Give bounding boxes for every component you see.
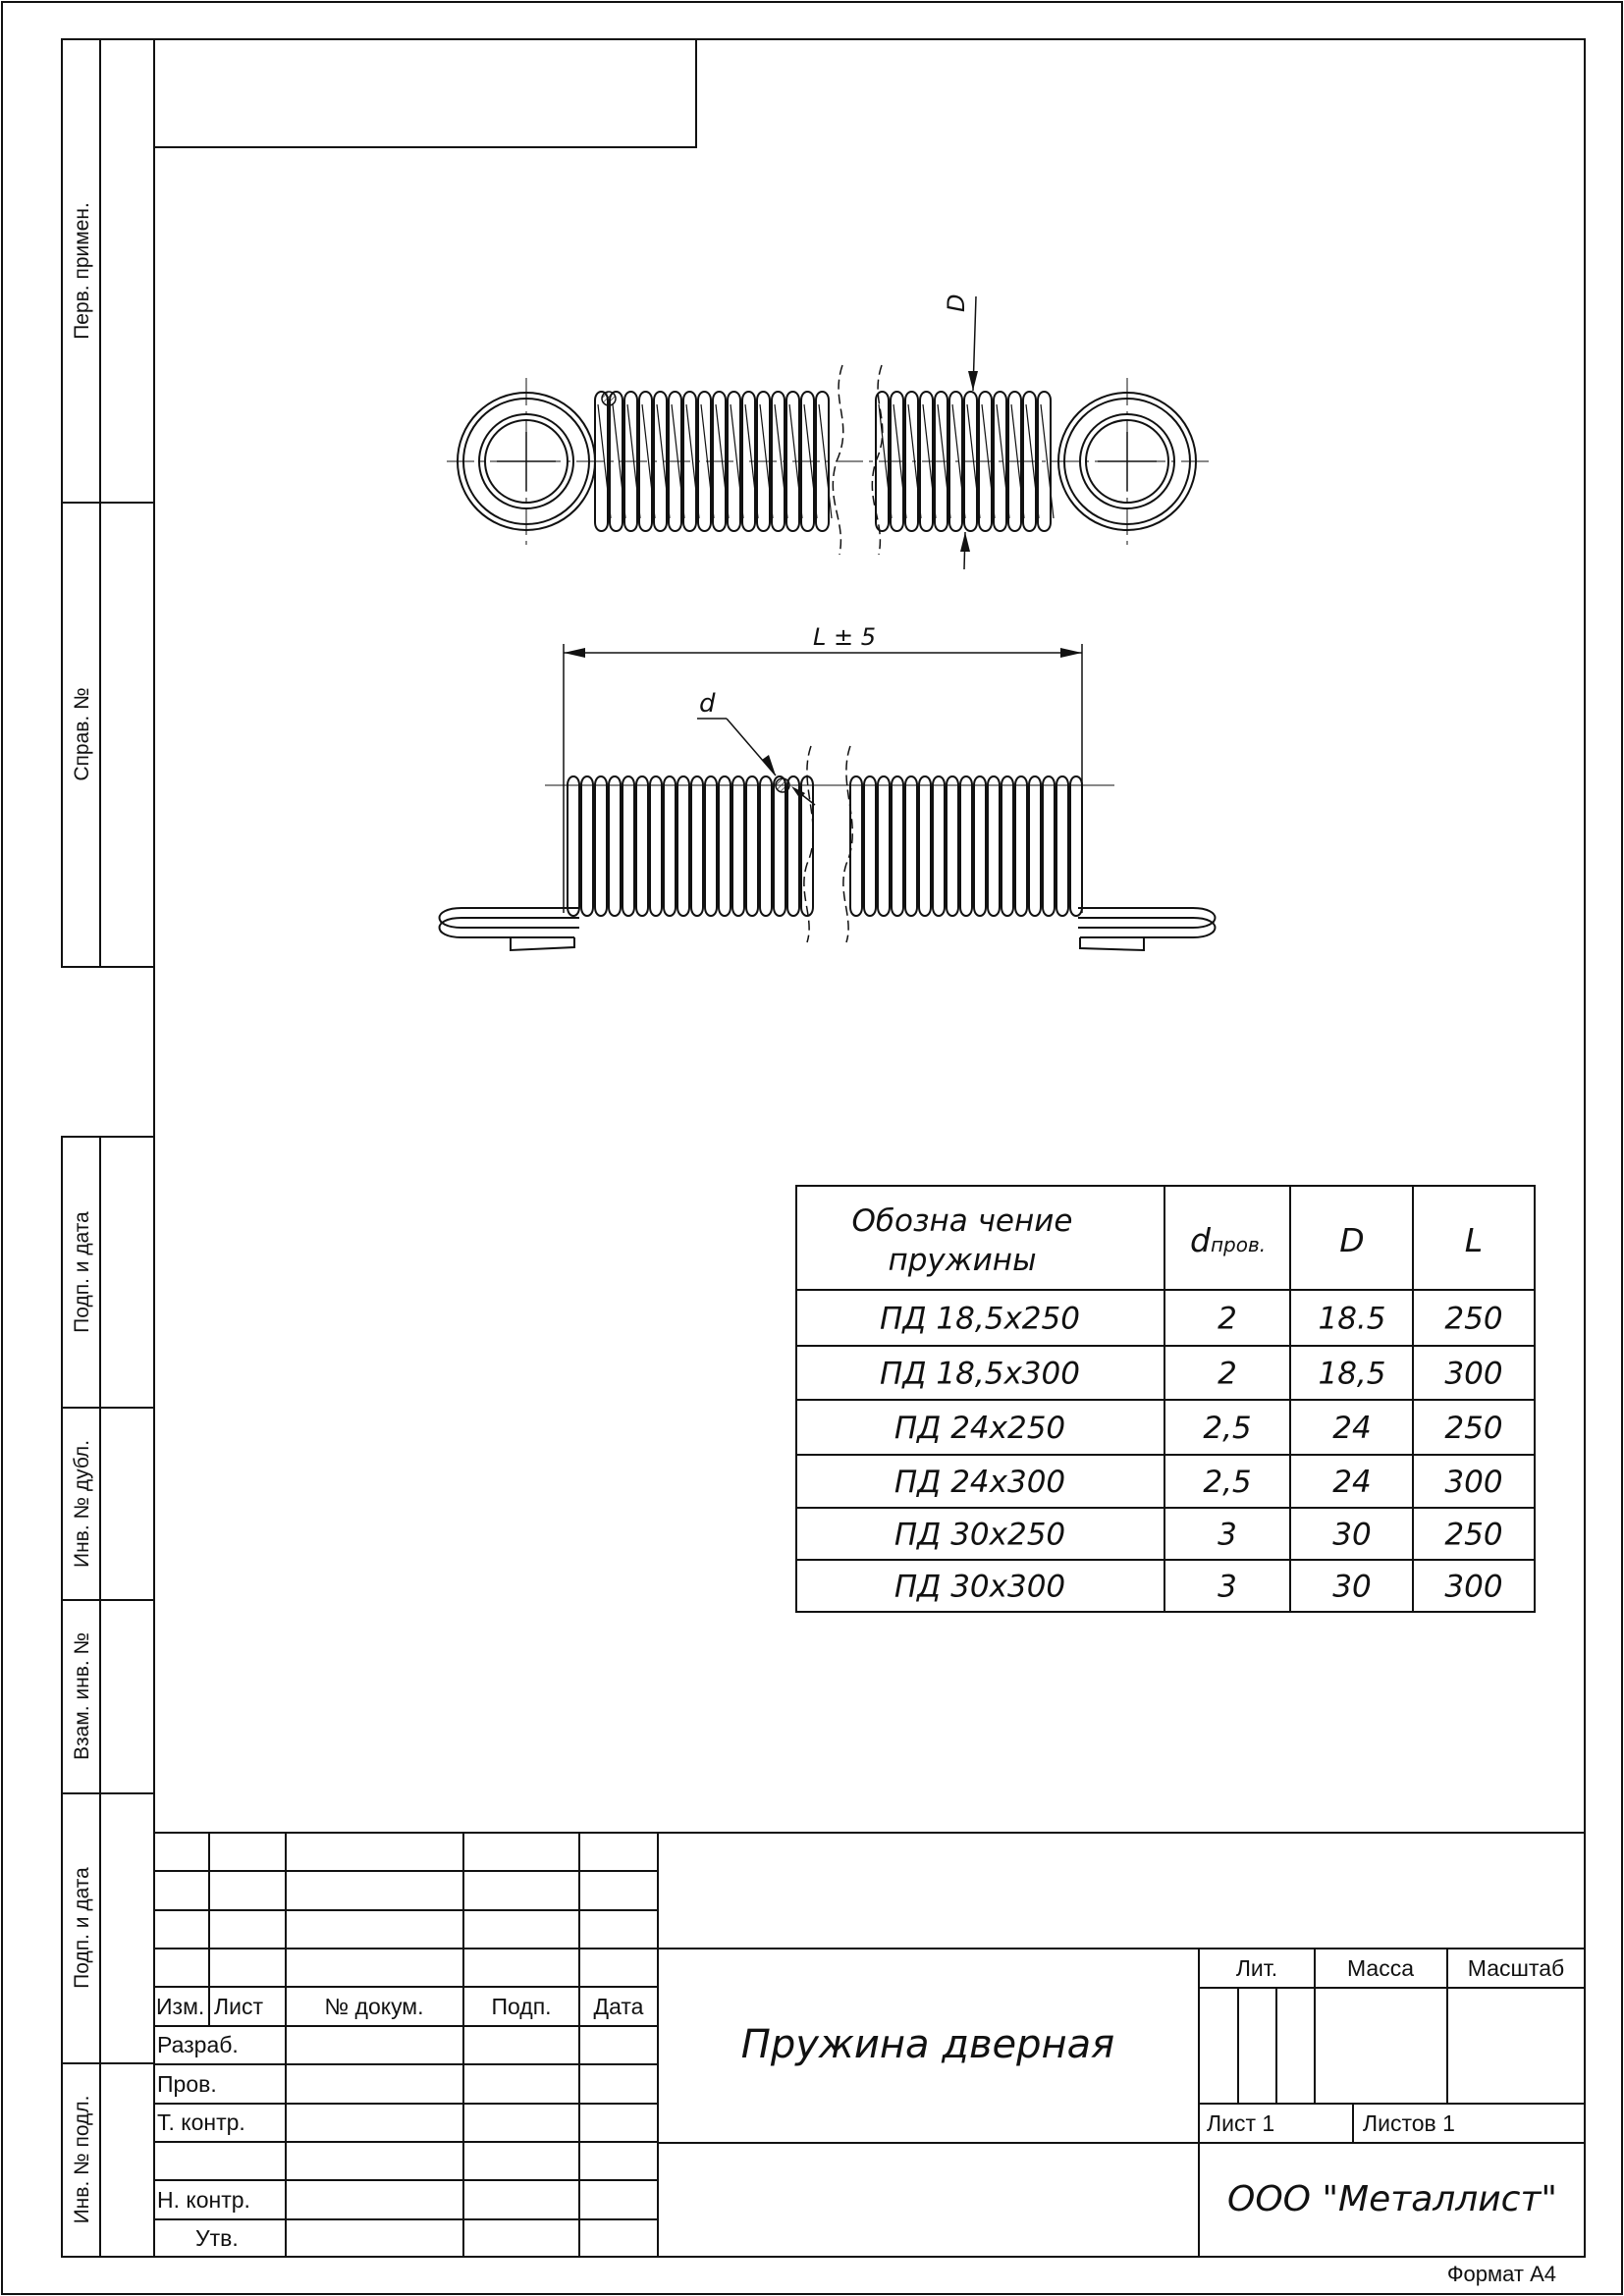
spec-cell: 300 <box>1444 1569 1503 1605</box>
spec-cell: 250 <box>1444 1517 1503 1553</box>
tb-col-podp: Подп. <box>491 1994 552 2019</box>
spec-header-D: D <box>1339 1221 1365 1259</box>
tb-masshtab: Масштаб <box>1467 1955 1565 1981</box>
tb-col-izm: Изм. <box>156 1994 205 2019</box>
spec-header-L: L <box>1464 1221 1484 1259</box>
coil-turn <box>919 776 931 916</box>
tb-prov: Пров. <box>157 2071 217 2097</box>
coil-turn <box>1015 776 1027 916</box>
top-left-box <box>154 39 696 147</box>
coil-turn <box>905 776 917 916</box>
tb-lit: Лит. <box>1235 1955 1278 1981</box>
coils-side-right <box>850 776 1082 916</box>
spec-cell: ПД 18,5x250 <box>880 1301 1080 1337</box>
spec-header-name-line2: пружины <box>888 1243 1037 1278</box>
spec-cell: ПД 30x250 <box>893 1517 1066 1553</box>
side-label-vzam-inv-no: Взам. инв. № <box>71 1631 93 1761</box>
tb-col-list: Лист <box>214 1994 263 2019</box>
spec-cell: ПД 30x300 <box>893 1569 1066 1605</box>
spec-cell: 2,5 <box>1203 1411 1252 1446</box>
coil-turn <box>947 776 958 916</box>
spec-table <box>796 1186 1535 1612</box>
dim-label-D: D <box>943 294 970 312</box>
coil-turn <box>746 776 758 916</box>
coil-turn <box>864 776 876 916</box>
coil-turn <box>850 776 862 916</box>
spec-header-name-line1: Обозна чение <box>851 1203 1073 1239</box>
coil-turn <box>636 776 648 916</box>
spec-cell: 250 <box>1444 1301 1503 1337</box>
coil-turn <box>905 392 918 531</box>
spec-cell: 250 <box>1444 1411 1503 1446</box>
spec-cell: 300 <box>1444 1465 1503 1500</box>
tb-n-kontr: Н. контр. <box>157 2187 250 2213</box>
coil-turn <box>960 776 972 916</box>
side-label-podp-data-2: Подп. и дата <box>71 1867 93 1989</box>
coil-turn <box>650 776 662 916</box>
side-label-inv-no-dubl: Инв. № дубл. <box>71 1439 93 1569</box>
format-label: Формат А4 <box>1446 2262 1556 2286</box>
spec-cell: ПД 24x300 <box>893 1465 1066 1500</box>
coil-turn <box>787 776 799 916</box>
coil-turn <box>677 776 689 916</box>
coil-turn <box>774 776 785 916</box>
side-labels <box>71 202 93 2223</box>
spring-side-view <box>440 644 1216 950</box>
coil-turn <box>933 776 945 916</box>
spec-header-d: dпров. <box>1190 1221 1267 1259</box>
spring-front-view <box>447 296 1213 569</box>
coil-turn <box>664 776 676 916</box>
side-label-inv-no-podl: Инв. № подл. <box>71 2095 93 2224</box>
spec-cell: 30 <box>1332 1569 1372 1605</box>
spec-cell: 24 <box>1332 1465 1372 1500</box>
tb-col-data: Дата <box>593 1994 644 2019</box>
tb-listov: Листов 1 <box>1363 2110 1455 2136</box>
coil-turn <box>568 776 579 916</box>
coil-turn <box>623 776 634 916</box>
tb-massa: Масса <box>1346 1955 1415 1981</box>
side-label-podp-data-1: Подп. и дата <box>71 1211 93 1333</box>
spec-cell: ПД 18,5x300 <box>880 1356 1080 1392</box>
tb-utv: Утв. <box>195 2225 239 2251</box>
coils-side-left <box>568 776 813 916</box>
coil-turn <box>732 776 744 916</box>
coil-turn <box>691 776 703 916</box>
spec-cell: 300 <box>1444 1356 1503 1392</box>
spec-cell: 24 <box>1332 1411 1372 1446</box>
coil-turn <box>609 776 621 916</box>
spec-cell: 2,5 <box>1203 1465 1252 1500</box>
coil-turn <box>1070 776 1082 916</box>
side-label-sprav-no: Справ. № <box>71 687 93 781</box>
spec-cell: 3 <box>1218 1569 1237 1605</box>
coil-turn <box>1029 776 1041 916</box>
side-label-perv-primen: Перв. примен. <box>71 202 93 340</box>
spec-cell: 18.5 <box>1318 1301 1386 1337</box>
tb-title: Пружина дверная <box>740 2022 1115 2067</box>
coil-turn <box>892 776 903 916</box>
coil-turn <box>595 776 607 916</box>
tb-col-dokum: № докум. <box>324 1994 424 2019</box>
coil-turn <box>1001 776 1013 916</box>
coil-turn <box>705 776 717 916</box>
coil-turn <box>974 776 986 916</box>
coil-turn <box>1043 776 1055 916</box>
dim-label-L: L ± 5 <box>812 623 877 651</box>
coil-turn <box>719 776 731 916</box>
spec-cell: 3 <box>1218 1517 1237 1553</box>
spec-cell: 30 <box>1332 1517 1372 1553</box>
dim-label-d: d <box>699 689 716 719</box>
tb-t-kontr: Т. контр. <box>157 2109 245 2135</box>
coil-turn <box>581 776 593 916</box>
coil-turn <box>1056 776 1068 916</box>
coil-wire <box>819 404 832 518</box>
coil-turn <box>988 776 1000 916</box>
spec-cell: 2 <box>1218 1356 1237 1392</box>
spec-cell: 18,5 <box>1318 1356 1386 1392</box>
tb-razrab: Разраб. <box>157 2032 239 2057</box>
sheet-frame <box>2 2 1622 2294</box>
coil-turn <box>801 776 813 916</box>
spec-cell: ПД 24x250 <box>893 1411 1066 1446</box>
coil-turn <box>878 776 890 916</box>
tb-org: ООО "Металлист" <box>1227 2179 1557 2219</box>
tb-list-num: Лист 1 <box>1207 2110 1275 2136</box>
coil-turn <box>760 776 772 916</box>
spec-cell: 2 <box>1218 1301 1237 1337</box>
